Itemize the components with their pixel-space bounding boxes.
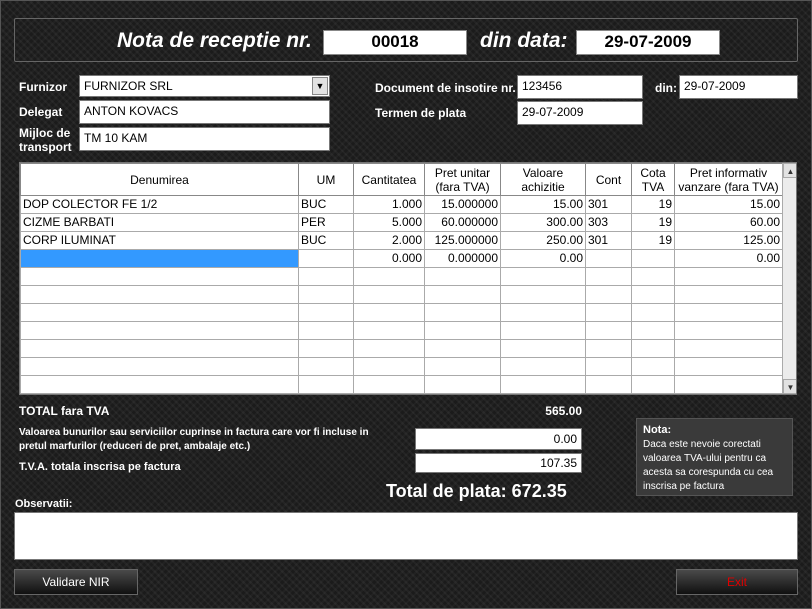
table-cell[interactable]: 125.000000 xyxy=(425,232,501,250)
table-cell[interactable] xyxy=(354,322,425,340)
table-cell[interactable] xyxy=(299,268,354,286)
table-cell[interactable]: DOP COLECTOR FE 1/2 xyxy=(21,196,299,214)
table-cell[interactable] xyxy=(675,358,783,376)
table-cell[interactable] xyxy=(501,322,586,340)
table-cell[interactable]: 19 xyxy=(632,232,675,250)
valoarea-bunurilor-label: Valoarea bunurilor sau serviciilor cuprinse in factura care vor fi incluse in pretul marfurilor (reduceri de pret, ambalaje etc.) xyxy=(19,427,369,452)
table-cell[interactable] xyxy=(354,358,425,376)
validare-nir-button[interactable]: Validare NIR xyxy=(14,569,138,595)
table-cell[interactable] xyxy=(675,322,783,340)
table-cell[interactable]: PER xyxy=(299,214,354,232)
termen-plata-input[interactable]: 29-07-2009 xyxy=(517,101,643,125)
table-cell[interactable] xyxy=(586,358,632,376)
din-date-input[interactable]: 29-07-2009 xyxy=(679,75,798,99)
table-row[interactable] xyxy=(21,376,783,394)
table-cell[interactable] xyxy=(21,286,299,304)
din-label: din: xyxy=(655,81,677,95)
note-text: Daca este nevoie corectati valoarea TVA-ului pentru ca acesta sa corespunda cu cea inscrisa pe factura xyxy=(643,439,774,492)
table-cell[interactable] xyxy=(586,250,632,268)
termen-plata-label: Termen de plata xyxy=(375,106,467,120)
table-row[interactable] xyxy=(21,214,783,232)
table-cell[interactable] xyxy=(501,304,586,322)
table-cell[interactable]: 301 xyxy=(586,196,632,214)
table-cell[interactable] xyxy=(632,322,675,340)
table-cell[interactable] xyxy=(501,358,586,376)
table-cell[interactable] xyxy=(586,268,632,286)
grid-scrollbar[interactable] xyxy=(782,163,797,394)
furnizor-label: Furnizor xyxy=(19,80,67,94)
delegat-input[interactable]: ANTON KOVACS xyxy=(79,100,330,124)
total-fara-tva-value: 565.00 xyxy=(545,404,582,418)
table-cell[interactable] xyxy=(675,304,783,322)
table-cell[interactable]: 250.00 xyxy=(501,232,586,250)
delegat-label: Delegat xyxy=(19,105,63,119)
table-cell[interactable] xyxy=(354,286,425,304)
table-cell[interactable] xyxy=(586,340,632,358)
table-cell[interactable] xyxy=(632,340,675,358)
table-cell[interactable]: BUC xyxy=(299,196,354,214)
table-cell[interactable] xyxy=(586,376,632,394)
table-cell[interactable]: 0.00 xyxy=(675,250,783,268)
col-header-cont[interactable]: Cont xyxy=(586,164,632,196)
table-cell[interactable] xyxy=(675,268,783,286)
table-cell[interactable] xyxy=(675,286,783,304)
table-cell[interactable] xyxy=(299,304,354,322)
table-row[interactable] xyxy=(21,322,783,340)
tva-note-box xyxy=(636,418,793,496)
table-cell[interactable] xyxy=(21,268,299,286)
table-row[interactable] xyxy=(21,340,783,358)
observatii-label: Observatii: xyxy=(15,498,73,510)
table-cell[interactable] xyxy=(632,268,675,286)
table-cell[interactable]: 15.000000 xyxy=(425,196,501,214)
table-cell[interactable]: 0.000 xyxy=(354,250,425,268)
table-cell[interactable]: 301 xyxy=(586,232,632,250)
date-label: din data: xyxy=(480,29,568,52)
table-row[interactable] xyxy=(21,394,783,396)
table-cell[interactable] xyxy=(632,376,675,394)
table-cell[interactable]: 19 xyxy=(632,214,675,232)
table-cell[interactable]: 19 xyxy=(632,196,675,214)
table-cell[interactable] xyxy=(632,394,675,396)
table-cell[interactable] xyxy=(632,304,675,322)
table-cell[interactable] xyxy=(299,358,354,376)
table-cell[interactable] xyxy=(354,304,425,322)
tva-totala-label: T.V.A. totala inscrisa pe factura xyxy=(19,461,181,473)
table-cell[interactable]: 0.000000 xyxy=(425,250,501,268)
items-grid[interactable] xyxy=(19,162,797,395)
table-cell[interactable] xyxy=(299,376,354,394)
furnizor-select-value: FURNIZOR SRL xyxy=(84,79,173,93)
table-cell[interactable]: CIZME BARBATI xyxy=(21,214,299,232)
table-cell[interactable] xyxy=(354,268,425,286)
table-row[interactable] xyxy=(21,268,783,286)
table-cell[interactable] xyxy=(21,304,299,322)
table-cell[interactable] xyxy=(586,322,632,340)
valoarea-bunurilor-input[interactable]: 0.00 xyxy=(415,428,582,450)
table-cell[interactable] xyxy=(21,376,299,394)
document-input[interactable]: 123456 xyxy=(517,75,643,99)
table-cell[interactable] xyxy=(299,322,354,340)
table-row[interactable] xyxy=(21,250,783,268)
col-header-cota-tva[interactable]: Cota TVA xyxy=(632,164,675,196)
col-header-um[interactable]: UM xyxy=(299,164,354,196)
table-cell[interactable] xyxy=(299,394,354,396)
table-row[interactable] xyxy=(21,286,783,304)
table-cell[interactable] xyxy=(299,286,354,304)
table-cell[interactable] xyxy=(21,250,299,268)
table-cell[interactable] xyxy=(21,394,299,396)
table-cell[interactable]: 5.000 xyxy=(354,214,425,232)
table-cell[interactable]: 15.00 xyxy=(675,196,783,214)
table-cell[interactable] xyxy=(425,394,501,396)
table-cell[interactable] xyxy=(425,322,501,340)
table-cell[interactable] xyxy=(586,286,632,304)
scroll-up-icon[interactable]: ▲ xyxy=(783,163,797,178)
receipt-date-field[interactable]: 29-07-2009 xyxy=(576,30,720,55)
chevron-down-icon[interactable]: ▼ xyxy=(312,77,328,95)
grid-header-row xyxy=(21,164,783,196)
col-header-pret-unitar[interactable]: Pret unitar (fara TVA) xyxy=(425,164,501,196)
table-cell[interactable] xyxy=(586,394,632,396)
scroll-down-icon[interactable]: ▼ xyxy=(783,379,797,394)
table-cell[interactable] xyxy=(586,304,632,322)
note-title: Nota: xyxy=(643,424,672,436)
observatii-textarea[interactable] xyxy=(14,512,798,560)
table-cell[interactable]: BUC xyxy=(299,232,354,250)
table-cell[interactable] xyxy=(299,250,354,268)
table-cell[interactable] xyxy=(501,340,586,358)
table-cell[interactable] xyxy=(675,340,783,358)
receipt-number-field[interactable]: 00018 xyxy=(323,30,467,55)
table-cell[interactable] xyxy=(354,340,425,358)
table-cell[interactable]: 0.00 xyxy=(501,250,586,268)
grand-total: Total de plata: 672.35 xyxy=(386,481,567,501)
table-cell[interactable] xyxy=(675,376,783,394)
table-cell[interactable] xyxy=(501,376,586,394)
table-cell[interactable] xyxy=(299,340,354,358)
table-cell[interactable] xyxy=(632,250,675,268)
table-cell[interactable] xyxy=(425,304,501,322)
table-cell[interactable] xyxy=(501,394,586,396)
furnizor-select[interactable] xyxy=(79,75,330,97)
exit-button[interactable]: Exit xyxy=(676,569,798,595)
table-cell[interactable]: 60.000000 xyxy=(425,214,501,232)
table-row[interactable] xyxy=(21,358,783,376)
table-cell[interactable]: 303 xyxy=(586,214,632,232)
table-cell[interactable]: CORP ILUMINAT xyxy=(21,232,299,250)
col-header-denumirea[interactable]: Denumirea xyxy=(21,164,299,196)
table-cell[interactable] xyxy=(21,322,299,340)
table-cell[interactable] xyxy=(501,268,586,286)
table-cell[interactable] xyxy=(425,286,501,304)
table-cell[interactable] xyxy=(21,358,299,376)
table-cell[interactable] xyxy=(632,358,675,376)
table-cell[interactable]: 300.00 xyxy=(501,214,586,232)
table-cell[interactable] xyxy=(354,376,425,394)
table-cell[interactable] xyxy=(354,394,425,396)
table-cell[interactable] xyxy=(425,268,501,286)
table-cell[interactable] xyxy=(21,340,299,358)
table-cell[interactable] xyxy=(501,286,586,304)
mijloc-transport-label: Mijloc de transport xyxy=(19,126,72,154)
col-header-pret-informativ[interactable]: Pret informativ vanzare (fara TVA) xyxy=(675,164,783,196)
table-row[interactable] xyxy=(21,304,783,322)
col-header-cantitatea[interactable]: Cantitatea xyxy=(354,164,425,196)
document-label: Document de insotire nr. xyxy=(375,81,516,95)
table-cell[interactable] xyxy=(425,358,501,376)
table-row[interactable] xyxy=(21,232,783,250)
mijloc-transport-input[interactable]: TM 10 KAM xyxy=(79,127,330,151)
table-cell[interactable] xyxy=(425,376,501,394)
table-cell[interactable]: 125.00 xyxy=(675,232,783,250)
page-title: Nota de receptie nr. xyxy=(117,29,312,52)
table-row[interactable] xyxy=(21,196,783,214)
table-cell[interactable] xyxy=(425,340,501,358)
table-cell[interactable] xyxy=(632,286,675,304)
total-fara-tva-label: TOTAL fara TVA xyxy=(19,404,110,418)
table-cell[interactable]: 15.00 xyxy=(501,196,586,214)
table-cell[interactable] xyxy=(675,394,783,396)
col-header-valoare-achizitie[interactable]: Valoare achizitie xyxy=(501,164,586,196)
table-cell[interactable]: 2.000 xyxy=(354,232,425,250)
table-cell[interactable]: 1.000 xyxy=(354,196,425,214)
table-cell[interactable]: 60.00 xyxy=(675,214,783,232)
tva-totala-input[interactable]: 107.35 xyxy=(415,453,582,473)
